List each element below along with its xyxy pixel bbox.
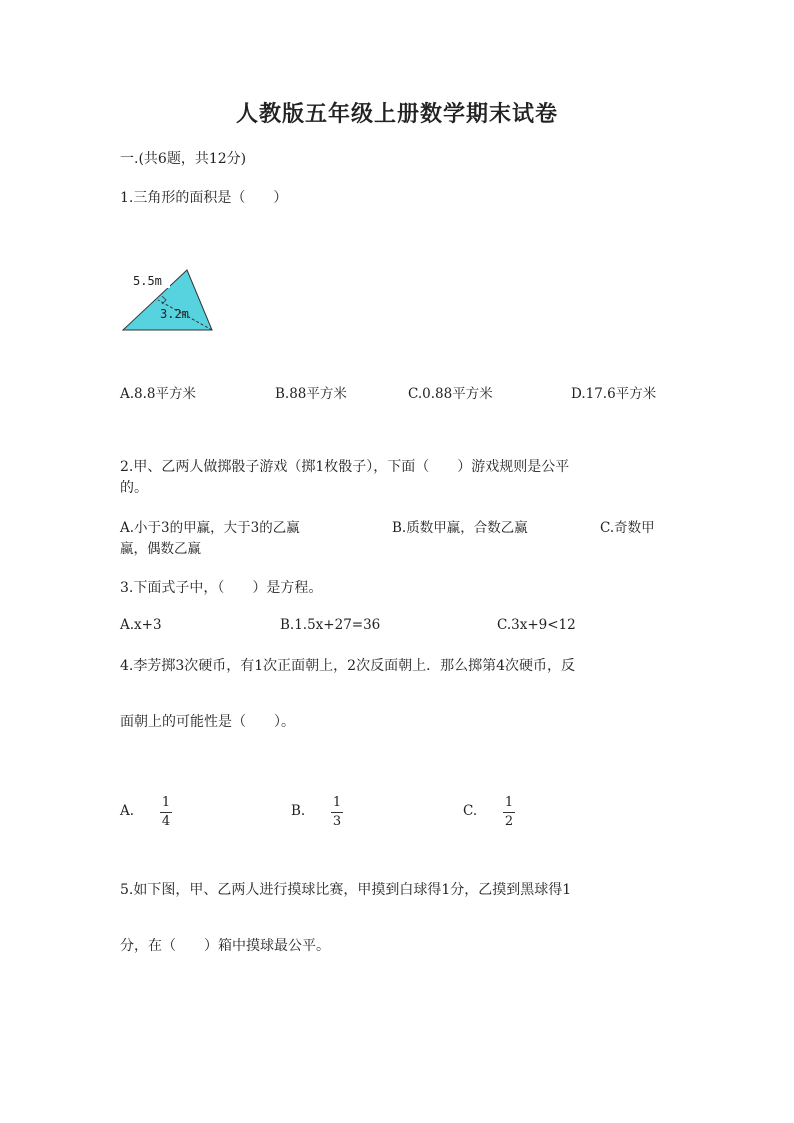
question-1-stem: 1.三角形的面积是（ ） bbox=[120, 190, 288, 206]
q1-option-d: D.17.6平方米 bbox=[571, 386, 657, 402]
q2-option-a: A.小于3的甲赢，大于3的乙赢 bbox=[120, 520, 300, 536]
q2-option-b: B.质数甲赢，合数乙赢 bbox=[392, 520, 528, 536]
question-4-stem: 4.李芳掷3次硬币，有1次正面朝上，2次反面朝上．那么掷第4次硬币，反 bbox=[120, 658, 575, 674]
fraction-numerator: 1 bbox=[332, 795, 342, 810]
section-header: 一.(共6题，共12分) bbox=[120, 151, 247, 167]
question-5-stem: 5.如下图，甲、乙两人进行摸球比赛，甲摸到白球得1分，乙摸到黑球得1 bbox=[120, 882, 572, 898]
question-4-stem-cont: 面朝上的可能性是（ ）。 bbox=[120, 714, 295, 730]
q4-option-a-fraction bbox=[160, 796, 172, 829]
fraction-denominator: 2 bbox=[504, 814, 514, 829]
page-title: 人教版五年级上册数学期末试卷 bbox=[235, 101, 558, 127]
q2-option-c-cont: 赢，偶数乙赢 bbox=[120, 541, 201, 557]
q4-option-a-label: A. bbox=[120, 803, 135, 819]
q3-option-a: A.x+3 bbox=[120, 617, 162, 633]
question-3-stem: 3.下面式子中，（ ）是方程。 bbox=[120, 580, 323, 596]
q3-option-c: C.3x+9<12 bbox=[497, 617, 576, 633]
fraction-numerator: 1 bbox=[161, 795, 171, 810]
q2-option-c: C.奇数甲 bbox=[600, 520, 655, 536]
fraction-numerator: 1 bbox=[504, 795, 514, 810]
question-2-stem: 2.甲、乙两人做掷骰子游戏（掷1枚骰子），下面（ ）游戏规则是公平 bbox=[120, 459, 570, 475]
fraction-denominator: 4 bbox=[161, 814, 171, 829]
question-2-stem-cont: 的。 bbox=[120, 480, 148, 496]
fraction-denominator: 3 bbox=[332, 814, 342, 829]
triangle-height-label: 3.2m bbox=[160, 307, 189, 321]
q1-option-a: A.8.8平方米 bbox=[120, 386, 197, 402]
question-5-stem-cont: 分，在（ ）箱中摸球最公平。 bbox=[120, 938, 330, 954]
triangle-figure bbox=[118, 266, 218, 338]
fraction-bar bbox=[160, 812, 172, 813]
q4-option-c-fraction bbox=[503, 796, 515, 829]
q4-option-b-fraction bbox=[331, 796, 343, 829]
q4-option-b-label: B. bbox=[291, 803, 306, 819]
fraction-bar bbox=[503, 812, 515, 813]
fraction-bar bbox=[331, 812, 343, 813]
q1-option-c: C.0.88平方米 bbox=[408, 386, 493, 402]
triangle-side-label: 5.5m bbox=[133, 274, 162, 288]
q3-option-b: B.1.5x+27=36 bbox=[280, 617, 381, 633]
q4-option-c-label: C. bbox=[463, 803, 478, 819]
q1-option-b: B.88平方米 bbox=[275, 386, 347, 402]
